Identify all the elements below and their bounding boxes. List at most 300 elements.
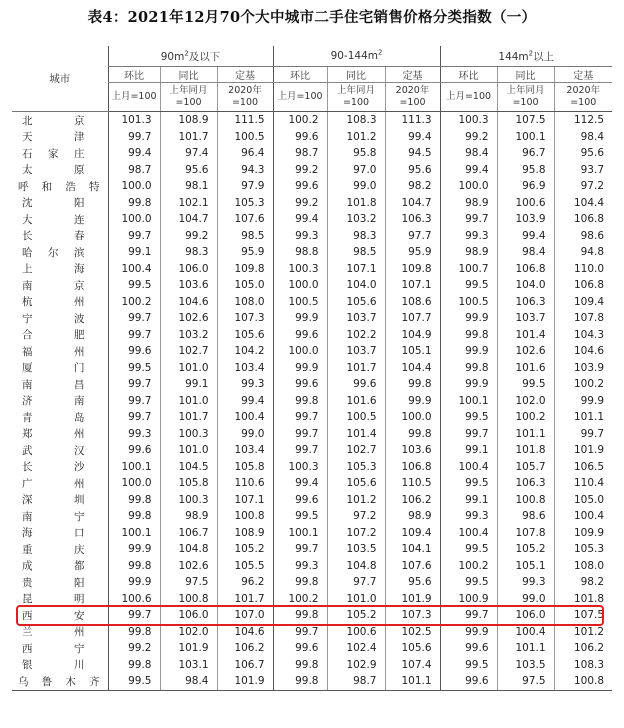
index-value: 106.0 <box>497 607 554 624</box>
index-value: 99.2 <box>160 228 217 245</box>
index-value: 100.5 <box>440 294 497 311</box>
index-value: 107.1 <box>327 261 385 278</box>
index-value: 99.4 <box>497 228 554 245</box>
index-value: 106.7 <box>160 525 217 542</box>
index-value: 108.9 <box>217 525 273 542</box>
index-value: 101.1 <box>385 673 440 690</box>
city-name: 郑州 <box>22 428 86 441</box>
index-value: 107.2 <box>327 525 385 542</box>
index-value: 98.9 <box>385 508 440 525</box>
index-value: 104.1 <box>385 541 440 558</box>
index-value: 99.1 <box>160 376 217 393</box>
index-value: 99.5 <box>273 508 327 525</box>
index-value: 110.5 <box>385 475 440 492</box>
index-value: 99.8 <box>385 426 440 443</box>
index-value: 99.0 <box>497 591 554 608</box>
index-value: 106.7 <box>217 657 273 674</box>
city-name: 合肥 <box>22 329 86 342</box>
city-name: 北京 <box>22 114 86 127</box>
city-name: 大连 <box>22 213 86 226</box>
index-value: 105.0 <box>217 277 273 294</box>
index-value: 99.7 <box>273 426 327 443</box>
index-value: 98.8 <box>273 244 327 261</box>
index-value: 99.7 <box>440 426 497 443</box>
index-value: 108.0 <box>554 558 612 575</box>
index-value: 96.7 <box>497 145 554 162</box>
index-value: 108.9 <box>160 112 217 129</box>
table-row <box>12 492 612 509</box>
index-value: 93.7 <box>554 162 612 179</box>
group-header-large: $144m^2$以上 <box>440 46 612 67</box>
index-value: 99.9 <box>440 343 497 360</box>
index-value: 99.2 <box>108 640 160 657</box>
table-row <box>12 162 612 179</box>
index-value: 99.3 <box>440 508 497 525</box>
index-value: 100.9 <box>440 591 497 608</box>
index-value: 100.8 <box>160 591 217 608</box>
index-value: 105.2 <box>497 541 554 558</box>
index-value: 107.6 <box>385 558 440 575</box>
index-value: 99.0 <box>327 178 385 195</box>
index-value: 99.7 <box>108 376 160 393</box>
index-value: 104.5 <box>160 459 217 476</box>
subheader-0-2: 定基 <box>217 67 273 83</box>
index-value: 99.6 <box>273 327 327 344</box>
index-value: 101.7 <box>160 129 217 146</box>
index-value: 100.4 <box>440 525 497 542</box>
index-value: 102.1 <box>160 195 217 212</box>
index-value: 94.3 <box>217 162 273 179</box>
index-value: 107.6 <box>217 211 273 228</box>
city-name: 上海 <box>22 263 86 276</box>
index-value: 103.2 <box>160 327 217 344</box>
index-value: 106.2 <box>217 640 273 657</box>
index-value: 109.4 <box>385 525 440 542</box>
index-value: 103.1 <box>160 657 217 674</box>
city-name: 昆明 <box>22 593 86 606</box>
table-row <box>12 244 612 261</box>
table-row <box>12 228 612 245</box>
index-value: 100.0 <box>273 277 327 294</box>
table-row <box>12 277 612 294</box>
index-value: 100.0 <box>108 211 160 228</box>
index-value: 100.1 <box>273 525 327 542</box>
table-row <box>12 129 612 146</box>
city-name: 重庆 <box>22 543 86 556</box>
index-value: 98.7 <box>327 673 385 690</box>
index-value: 100.4 <box>497 624 554 641</box>
city-name: 南京 <box>22 279 86 292</box>
index-value: 100.6 <box>108 591 160 608</box>
city-name: 杭州 <box>22 296 86 309</box>
index-value: 96.2 <box>217 574 273 591</box>
index-value: 101.7 <box>217 591 273 608</box>
index-value: 99.8 <box>385 376 440 393</box>
index-value: 104.9 <box>385 327 440 344</box>
index-value: 99.8 <box>273 657 327 674</box>
index-value: 104.6 <box>554 343 612 360</box>
city-name: 天津 <box>22 131 86 144</box>
index-value: 104.7 <box>160 211 217 228</box>
index-value: 99.5 <box>108 360 160 377</box>
index-value: 99.8 <box>108 624 160 641</box>
index-value: 99.1 <box>440 442 497 459</box>
table-row <box>12 426 612 443</box>
index-value: 99.1 <box>440 492 497 509</box>
index-value: 95.6 <box>385 162 440 179</box>
index-value: 105.6 <box>217 327 273 344</box>
table-row <box>12 376 612 393</box>
city-name: 济南 <box>22 395 86 408</box>
index-value: 99.7 <box>440 607 497 624</box>
index-value: 100.2 <box>497 409 554 426</box>
index-value: 99.9 <box>273 310 327 327</box>
index-value: 100.8 <box>497 492 554 509</box>
index-value: 95.6 <box>554 145 612 162</box>
index-value: 101.9 <box>217 673 273 690</box>
index-value: 99.3 <box>440 228 497 245</box>
table-row <box>12 442 612 459</box>
index-value: 100.1 <box>440 393 497 410</box>
index-value: 99.8 <box>273 673 327 690</box>
index-value: 106.8 <box>497 261 554 278</box>
index-value: 97.5 <box>497 673 554 690</box>
index-value: 104.4 <box>385 360 440 377</box>
index-value: 100.3 <box>273 459 327 476</box>
subheader-1-0: 环比 <box>273 67 327 83</box>
index-value: 110.0 <box>554 261 612 278</box>
index-value: 98.2 <box>385 178 440 195</box>
index-value: 106.8 <box>385 459 440 476</box>
index-value: 99.7 <box>108 228 160 245</box>
table-row <box>12 541 612 558</box>
index-value: 99.8 <box>108 195 160 212</box>
index-value: 105.1 <box>385 343 440 360</box>
index-value: 105.2 <box>327 607 385 624</box>
index-value: 95.6 <box>160 162 217 179</box>
index-value: 105.8 <box>160 475 217 492</box>
index-value: 105.6 <box>327 294 385 311</box>
index-value: 98.6 <box>554 228 612 245</box>
index-value: 100.0 <box>440 178 497 195</box>
index-value: 107.4 <box>385 657 440 674</box>
index-value: 101.7 <box>160 409 217 426</box>
city-column-header: 城市 <box>12 46 108 112</box>
index-value: 97.7 <box>385 228 440 245</box>
index-value: 99.9 <box>440 624 497 641</box>
index-value: 105.3 <box>554 541 612 558</box>
index-value: 99.6 <box>273 129 327 146</box>
index-value: 99.2 <box>273 162 327 179</box>
table-row <box>12 574 612 591</box>
index-value: 100.5 <box>327 409 385 426</box>
city-name: 厦门 <box>22 362 86 375</box>
table-row <box>12 475 612 492</box>
index-value: 95.8 <box>497 162 554 179</box>
index-value: 99.9 <box>273 360 327 377</box>
city-name: 宁波 <box>22 312 86 325</box>
index-value: 99.7 <box>273 624 327 641</box>
index-value: 106.2 <box>554 640 612 657</box>
index-value: 97.9 <box>217 178 273 195</box>
table-row <box>12 294 612 311</box>
index-value: 99.9 <box>108 574 160 591</box>
index-value: 104.0 <box>497 277 554 294</box>
index-value: 100.1 <box>108 525 160 542</box>
index-value: 101.0 <box>327 591 385 608</box>
index-value: 101.6 <box>497 360 554 377</box>
index-value: 100.1 <box>108 459 160 476</box>
index-value: 99.5 <box>440 277 497 294</box>
index-value: 97.2 <box>554 178 612 195</box>
index-value: 101.1 <box>554 409 612 426</box>
city-name: 沈阳 <box>22 197 86 210</box>
index-value: 101.1 <box>497 426 554 443</box>
city-name: 哈尔滨 <box>22 246 86 259</box>
city-name: 深圳 <box>22 494 86 507</box>
base-header-1-1: 上年同月=100 <box>327 83 385 112</box>
index-value: 99.5 <box>440 475 497 492</box>
index-value: 101.4 <box>497 327 554 344</box>
index-value: 98.6 <box>497 508 554 525</box>
index-value: 100.5 <box>217 129 273 146</box>
index-value: 109.8 <box>217 261 273 278</box>
index-value: 107.8 <box>497 525 554 542</box>
index-value: 98.9 <box>160 508 217 525</box>
index-value: 96.9 <box>497 178 554 195</box>
index-value: 107.1 <box>217 492 273 509</box>
index-value: 99.8 <box>108 508 160 525</box>
index-value: 99.1 <box>108 244 160 261</box>
index-value: 100.4 <box>217 409 273 426</box>
index-value: 102.9 <box>327 657 385 674</box>
index-value: 98.4 <box>554 129 612 146</box>
index-value: 99.6 <box>440 640 497 657</box>
index-value: 107.5 <box>497 112 554 129</box>
index-value: 101.9 <box>160 640 217 657</box>
index-value: 98.4 <box>440 145 497 162</box>
index-value: 100.6 <box>497 195 554 212</box>
index-value: 100.8 <box>554 673 612 690</box>
table-row <box>12 591 612 608</box>
index-value: 99.6 <box>273 376 327 393</box>
index-value: 101.2 <box>327 492 385 509</box>
city-name: 长沙 <box>22 461 86 474</box>
table-row <box>12 640 612 657</box>
subheader-2-0: 环比 <box>440 67 497 83</box>
index-value: 100.2 <box>108 294 160 311</box>
city-name: 南宁 <box>22 510 86 523</box>
price-index-table <box>12 46 612 691</box>
index-value: 95.6 <box>385 574 440 591</box>
index-value: 111.5 <box>217 112 273 129</box>
index-value: 101.0 <box>160 360 217 377</box>
index-value: 99.6 <box>273 640 327 657</box>
index-value: 102.5 <box>385 624 440 641</box>
table-row <box>12 195 612 212</box>
index-value: 105.3 <box>217 195 273 212</box>
index-value: 103.5 <box>497 657 554 674</box>
index-value: 106.3 <box>385 211 440 228</box>
index-value: 97.4 <box>160 145 217 162</box>
index-value: 103.7 <box>327 343 385 360</box>
index-value: 102.0 <box>497 393 554 410</box>
index-value: 98.9 <box>440 244 497 261</box>
index-value: 97.2 <box>327 508 385 525</box>
index-value: 106.5 <box>554 459 612 476</box>
index-value: 107.0 <box>217 607 273 624</box>
city-name: 石家庄 <box>22 147 86 160</box>
city-name: 成都 <box>22 560 86 573</box>
index-value: 99.2 <box>440 129 497 146</box>
index-value: 98.4 <box>160 673 217 690</box>
index-value: 103.9 <box>497 211 554 228</box>
index-value: 104.8 <box>327 558 385 575</box>
index-value: 94.5 <box>385 145 440 162</box>
index-value: 99.7 <box>108 393 160 410</box>
index-value: 104.0 <box>327 277 385 294</box>
index-value: 106.0 <box>160 607 217 624</box>
table-row <box>12 673 612 690</box>
index-value: 98.3 <box>327 228 385 245</box>
index-value: 98.7 <box>273 145 327 162</box>
index-value: 98.4 <box>497 244 554 261</box>
table-row <box>12 624 612 641</box>
base-header-0-2: 2020年=100 <box>217 83 273 112</box>
index-value: 98.9 <box>440 195 497 212</box>
index-value: 105.6 <box>385 640 440 657</box>
index-value: 99.8 <box>273 574 327 591</box>
index-value: 100.4 <box>554 508 612 525</box>
index-value: 99.4 <box>273 475 327 492</box>
index-value: 95.9 <box>217 244 273 261</box>
index-value: 99.0 <box>217 426 273 443</box>
index-value: 108.0 <box>217 294 273 311</box>
index-value: 100.0 <box>273 343 327 360</box>
index-value: 111.3 <box>385 112 440 129</box>
index-value: 104.3 <box>554 327 612 344</box>
index-value: 99.6 <box>273 492 327 509</box>
index-value: 102.2 <box>327 327 385 344</box>
city-name: 福州 <box>22 345 86 358</box>
city-name: 西安 <box>22 609 86 622</box>
table-row <box>12 112 612 129</box>
base-header-2-0: 上月=100 <box>440 83 497 112</box>
table-row <box>12 360 612 377</box>
index-value: 99.9 <box>440 310 497 327</box>
index-value: 101.9 <box>554 442 612 459</box>
index-value: 96.4 <box>217 145 273 162</box>
index-value: 100.2 <box>273 112 327 129</box>
city-name: 青岛 <box>22 411 86 424</box>
index-value: 104.2 <box>217 343 273 360</box>
index-value: 99.7 <box>440 211 497 228</box>
index-value: 106.3 <box>497 475 554 492</box>
index-value: 105.6 <box>327 475 385 492</box>
index-value: 99.4 <box>273 211 327 228</box>
index-value: 102.7 <box>160 343 217 360</box>
index-value: 99.6 <box>327 376 385 393</box>
table-title: 表4：2021年12月70个大中城市二手住宅销售价格分类指数（一） <box>87 9 537 26</box>
index-value: 97.0 <box>327 162 385 179</box>
index-value: 106.2 <box>385 492 440 509</box>
index-value: 99.7 <box>108 129 160 146</box>
index-value: 95.8 <box>327 145 385 162</box>
table-row <box>12 607 612 624</box>
index-value: 99.5 <box>440 574 497 591</box>
index-value: 100.8 <box>217 508 273 525</box>
city-name: 太原 <box>22 164 86 177</box>
index-value: 100.2 <box>554 376 612 393</box>
city-name: 武汉 <box>22 444 86 457</box>
index-value: 99.7 <box>273 442 327 459</box>
index-value: 98.7 <box>108 162 160 179</box>
index-value: 99.3 <box>497 574 554 591</box>
index-value: 101.8 <box>327 195 385 212</box>
group-header-small: $90m^2$及以下 <box>108 46 273 67</box>
table-row <box>12 211 612 228</box>
index-value: 99.4 <box>108 145 160 162</box>
city-name: 呼和浩特 <box>18 180 100 193</box>
index-value: 104.8 <box>160 541 217 558</box>
city-name: 西宁 <box>22 642 86 655</box>
table-row <box>12 459 612 476</box>
index-value: 101.1 <box>497 640 554 657</box>
index-value: 105.0 <box>554 492 612 509</box>
index-value: 101.8 <box>497 442 554 459</box>
table-row <box>12 310 612 327</box>
index-value: 99.5 <box>497 376 554 393</box>
city-name: 海口 <box>22 527 86 540</box>
index-value: 109.4 <box>554 294 612 311</box>
index-value: 102.6 <box>497 343 554 360</box>
index-value: 107.5 <box>554 607 612 624</box>
index-value: 99.7 <box>273 541 327 558</box>
index-value: 101.9 <box>385 591 440 608</box>
city-name: 长春 <box>22 230 86 243</box>
index-value: 100.3 <box>160 426 217 443</box>
index-value: 105.3 <box>327 459 385 476</box>
city-name: 南昌 <box>22 378 86 391</box>
index-value: 105.5 <box>217 558 273 575</box>
index-value: 99.5 <box>440 657 497 674</box>
city-name: 乌鲁木齐 <box>12 673 108 690</box>
index-value: 99.3 <box>217 376 273 393</box>
index-value: 103.6 <box>385 442 440 459</box>
subheader-2-1: 同比 <box>497 67 554 83</box>
table-row <box>12 327 612 344</box>
index-value: 99.9 <box>554 393 612 410</box>
index-value: 102.0 <box>160 624 217 641</box>
base-header-0-1: 上年同月=100 <box>160 83 217 112</box>
table-row <box>12 343 612 360</box>
index-value: 107.7 <box>385 310 440 327</box>
index-value: 100.7 <box>440 261 497 278</box>
index-value: 101.8 <box>554 591 612 608</box>
base-header-0-0: 上月=100 <box>108 83 160 112</box>
index-value: 108.6 <box>385 294 440 311</box>
index-value: 103.4 <box>217 442 273 459</box>
index-value: 99.6 <box>108 343 160 360</box>
index-value: 99.7 <box>108 327 160 344</box>
index-value: 99.6 <box>273 178 327 195</box>
index-value: 105.8 <box>217 459 273 476</box>
index-value: 99.4 <box>385 129 440 146</box>
index-value: 103.7 <box>327 310 385 327</box>
index-value: 106.8 <box>554 277 612 294</box>
index-value: 97.7 <box>327 574 385 591</box>
subheader-1-2: 定基 <box>385 67 440 83</box>
